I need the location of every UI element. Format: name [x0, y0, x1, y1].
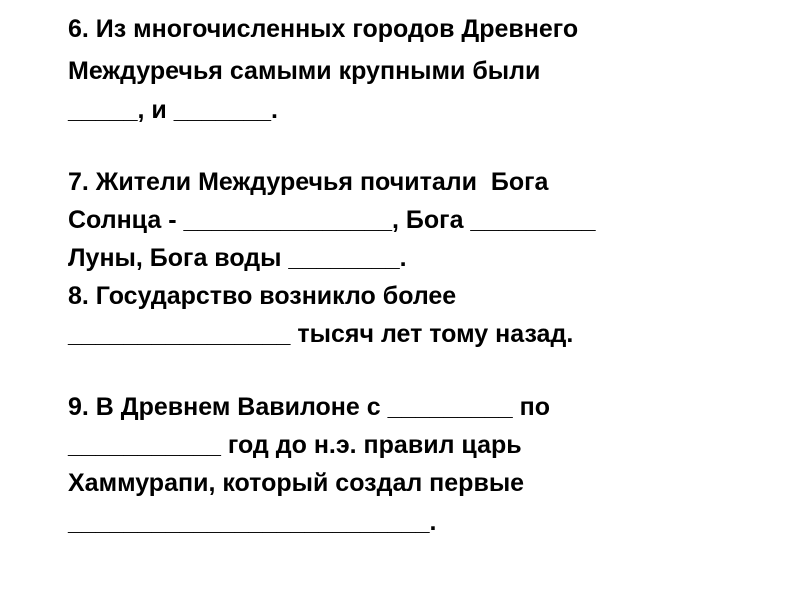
- question-6-line-2: Междуречья самыми крупными были: [68, 57, 541, 85]
- question-9-line-4: __________________________.: [68, 508, 437, 536]
- question-6-line-1: 6. Из многочисленных городов Древнего: [68, 15, 579, 43]
- question-7-line-2: Солнца - _______________, Бога _________: [68, 206, 596, 234]
- question-7-line-3: Луны, Бога воды ________.: [68, 244, 407, 272]
- question-9-line-3: Хаммурапи, который создал первые: [68, 469, 525, 497]
- question-6-line-3: _____, и _______.: [68, 96, 278, 124]
- question-9-line-1: 9. В Древнем Вавилоне с _________ по: [68, 393, 551, 421]
- question-9-line-2: ___________ год до н.э. правил царь: [68, 431, 522, 459]
- question-8-line-2: ________________ тысяч лет тому назад.: [68, 320, 574, 348]
- question-7-line-1: 7. Жители Междуречья почитали Бога: [68, 168, 549, 196]
- question-8-line-1: 8. Государство возникло более: [68, 282, 457, 310]
